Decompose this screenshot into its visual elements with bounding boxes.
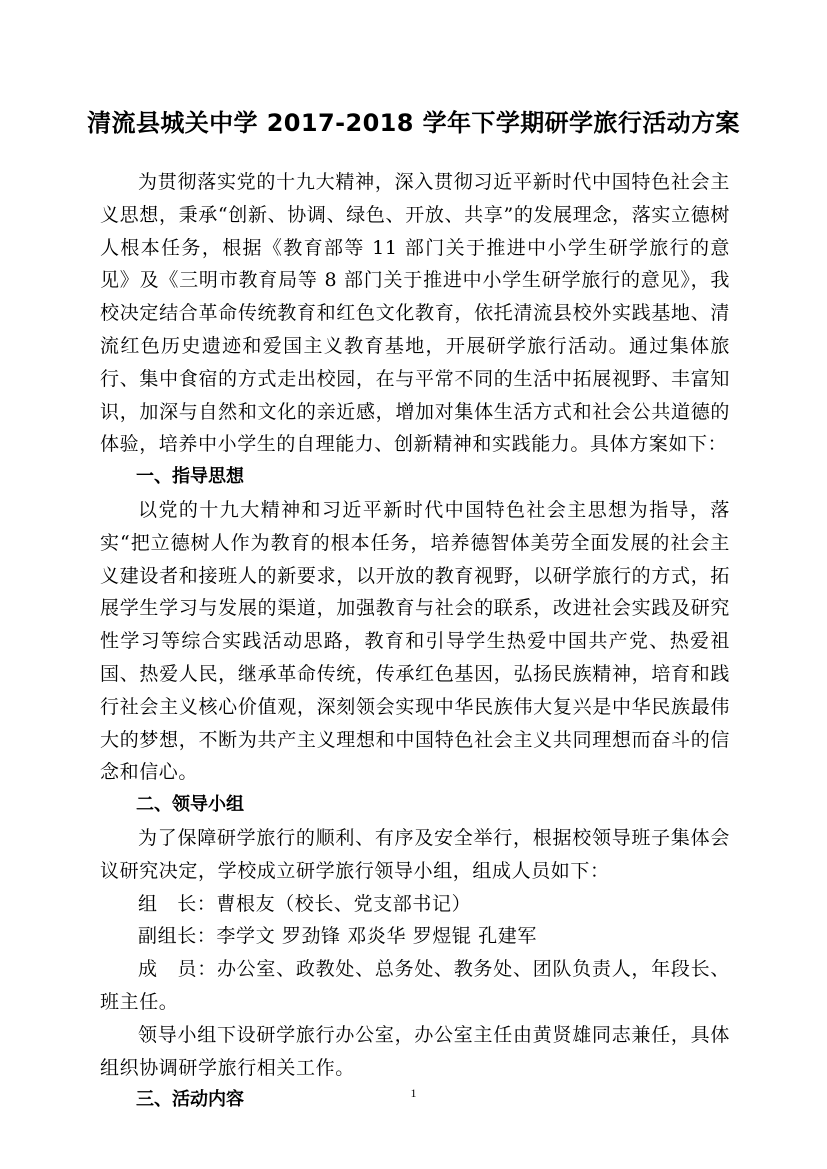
document-title: 清流县城关中学 2017-2018 学年下学期研学旅行活动方案 [87, 109, 740, 137]
intro-paragraph: 为贯彻落实党的十九大精神，深入贯彻习近平新时代中国特色社会主义思想，秉承“创新、协调、绿色、开放、共享”的发展理念，落实立德树人根本任务，根据《教育部等 11 部门关于推进中小学生研学旅行的意见》及《三明市教育局等 8 部门关于推进中小学生研学旅行的意见》，我校决定结合革命传统教育和红色文化教育，依托清流县校外实践基地、清流红色历史遗迹和爱国主义教育基地，开展研学旅行活动。通过集体旅行、集中食宿的方式走出校园，在与平常不同的生活中拓展视野、丰富知识，加深与自然和文化的亲近感，增加对集体生活方式和社会公共道德的体验，培养中小学生的自理能力、创新精神和实践能力。具体方案如下： [100, 171, 730, 456]
section-heading-leadership-group: 二、领导小组 [136, 794, 244, 816]
vice-leaders-line: 副组长：李学文 罗劲锋 邓炎华 罗煜锟 孔建军 [138, 925, 537, 948]
guiding-ideology-paragraph: 以党的十九大精神和习近平新时代中国特色社会主思想为指导，落实“把立德树人作为教育的根本任务，培养德智体美劳全面发展的社会主义建设者和接班人的新要求，以开放的教育视野，以研学旅行的方式，拓展学生学习与发展的渠道，加强教育与社会的联系，改进社会实践及研究性学习等综合实践活动思路，教育和引导学生热爱中国共产党、热爱祖国、热爱人民，继承革命传统，传承红色基因，弘扬民族精神，培育和践行社会主义核心价值观，深刻领会实现中华民族伟大复兴是中华民族最伟大的梦想，不断为共产主义理想和中国特色社会主义共同理想而奋斗的信念和信心。 [100, 498, 730, 784]
office-note-paragraph: 领导小组下设研学旅行办公室，办公室主任由黄贤雄同志兼任，具体组织协调研学旅行相关工作。 [100, 1023, 730, 1079]
members-line: 成 员：办公室、政教处、总务处、教务处、团队负责人，年段长、班主任。 [100, 958, 730, 1013]
page-number: 1 [410, 1086, 417, 1100]
leadership-group-paragraph: 为了保障研学旅行的顺利、有序及安全举行，根据校领导班子集体会议研究决定，学校成立研学旅行领导小组，组成人员如下： [100, 826, 730, 882]
group-leader-line: 组 长：曹根友（校长、党支部书记） [138, 892, 472, 915]
section-heading-guiding-ideology: 一、指导思想 [136, 466, 244, 488]
section-heading-activity-content: 三、活动内容 [136, 1089, 244, 1111]
document-body [100, 166, 730, 1117]
